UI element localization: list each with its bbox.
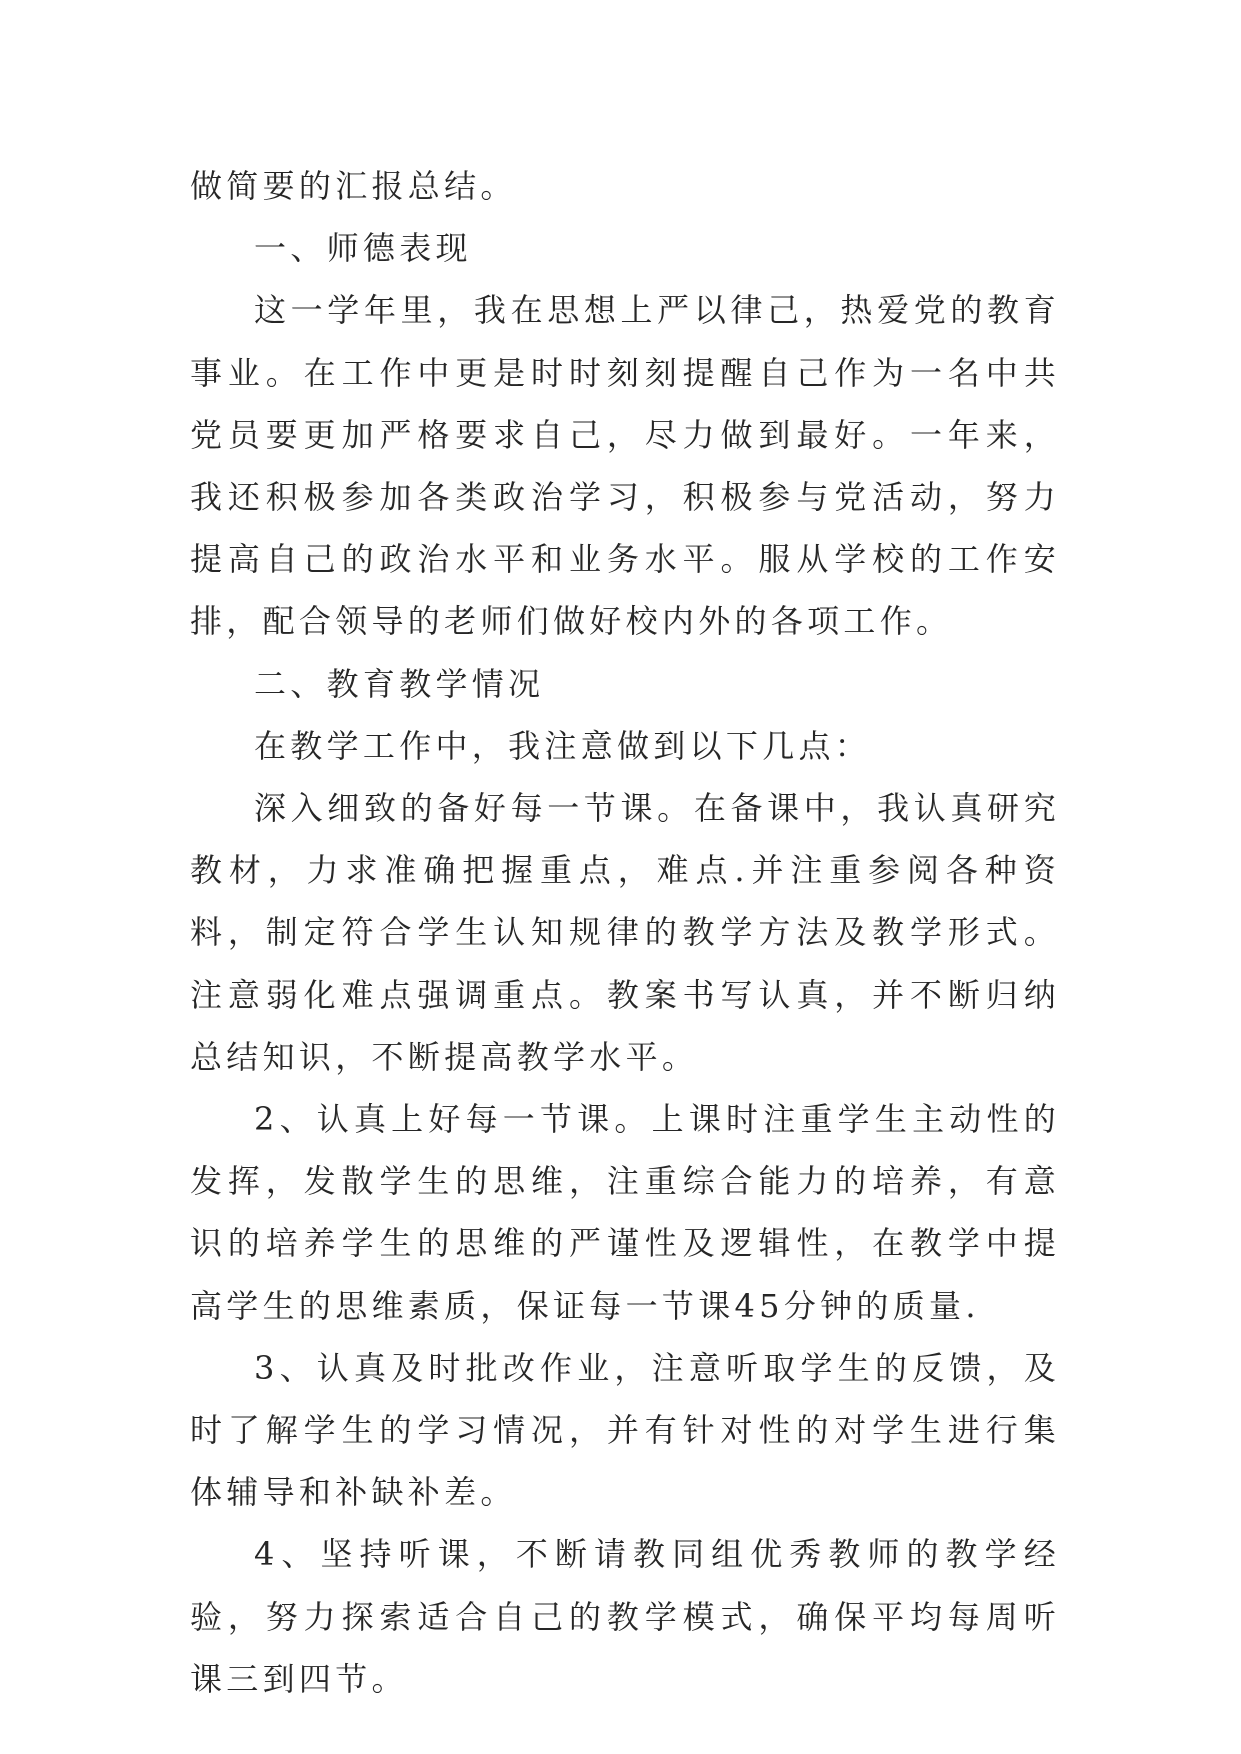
heading-teaching: 二、教育教学情况 bbox=[254, 664, 545, 703]
paragraph-intro-end: 做简要的汇报总结。 bbox=[190, 167, 517, 205]
document-body bbox=[190, 155, 1060, 1710]
paragraph-teaching-intro: 在教学工作中，我注意做到以下几点： bbox=[254, 726, 872, 765]
paragraph-observation: 4、坚持听课，不断请教同组优秀教师的教学经验，努力探索适合自己的教学模式，确保平均每周听课三到四节。 bbox=[190, 1535, 1060, 1698]
paragraph-homework: 3、认真及时批改作业，注意听取学生的反馈，及时了解学生的学习情况，并有针对性的对学生进行集体辅导和补缺补差。 bbox=[190, 1348, 1060, 1512]
paragraph-lesson-prep: 深入细致的备好每一节课。在备课中，我认真研究教材，力求准确把握重点，难点.并注重参阅各种资料，制定符合学生认知规律的教学方法及教学形式。注意弱化难点强调重点。教案书写认真，并不断归纳总结知识，不断提高教学水平。 bbox=[190, 789, 1060, 1076]
heading-teacher-ethics: 一、师德表现 bbox=[254, 229, 472, 268]
paragraph-ethics: 这一学年里，我在思想上严以律己，热爱党的教育事业。在工作中更是时时刻刻提醒自己作为一名中共党员要更加严格要求自己，尽力做到最好。一年来，我还积极参加各类政治学习，积极参与党活动，努力提高自己的政治水平和业务水平。服从学校的工作安排，配合领导的老师们做好校内外的各项工作。 bbox=[190, 291, 1060, 641]
paragraph-lesson-delivery: 2、认真上好每一节课。上课时注重学生主动性的发挥，发散学生的思维，注重综合能力的培养，有意识的培养学生的思维的严谨性及逻辑性，在教学中提高学生的思维素质，保证每一节课45分钟的质量. bbox=[190, 1100, 1060, 1325]
